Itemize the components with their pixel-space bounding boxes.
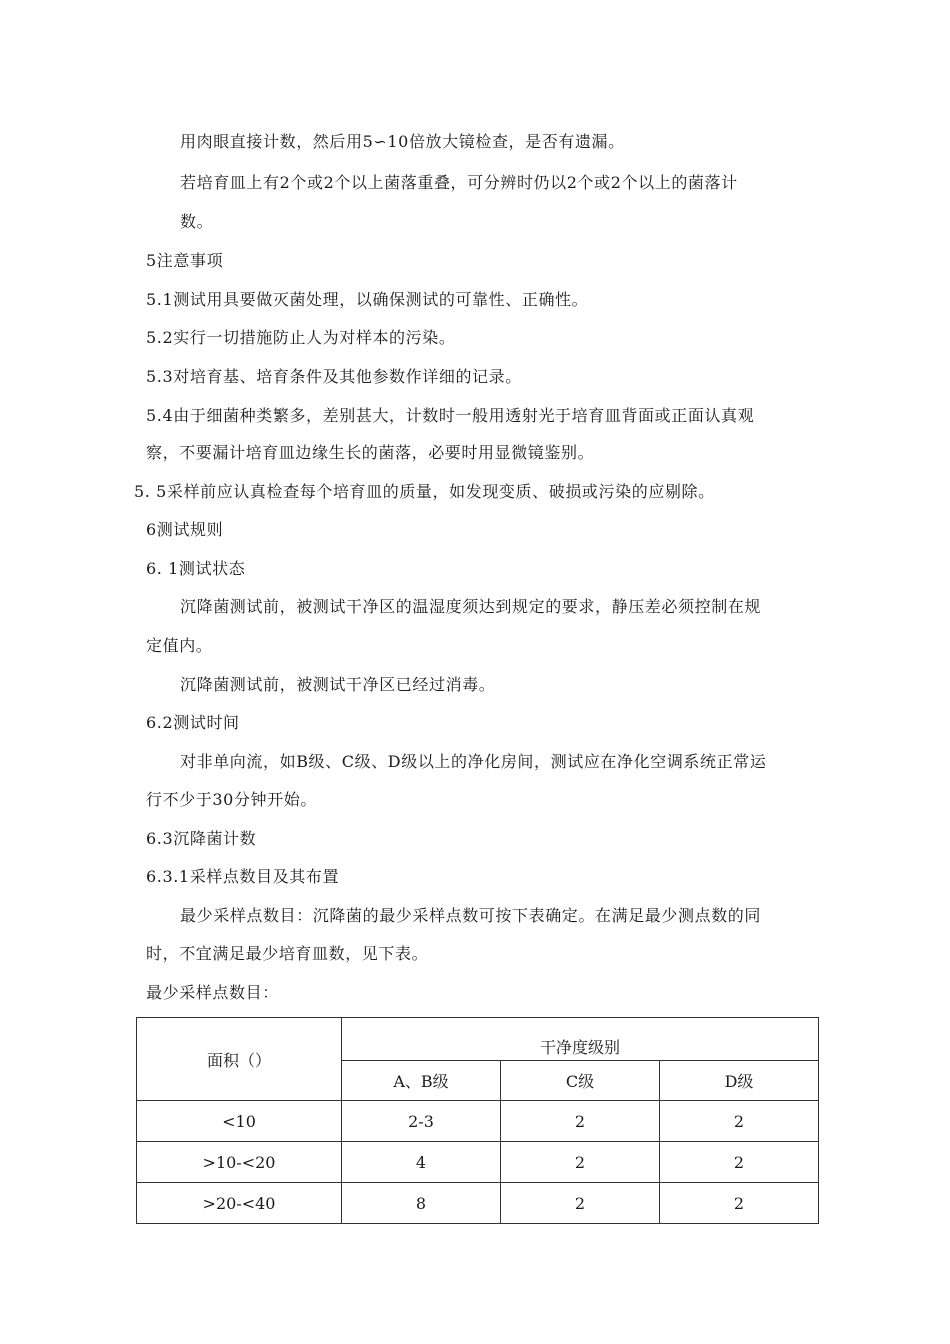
table-caption: 最少采样点数目： xyxy=(146,983,279,1002)
grade-cell: A、B级 xyxy=(342,1061,501,1101)
paragraph: 最少采样点数目：沉降菌的最少采样点数可按下表确定。在满足最少测点数的同 xyxy=(180,906,762,925)
paragraph: 对非单向流，如B级、C级、D级以上的净化房间，测试应在净化空调系统正常运 xyxy=(180,752,767,771)
grade-header-cell: 干净度级别 xyxy=(342,1018,819,1061)
paragraph: 5.3对培育基、培育条件及其他参数作详细的记录。 xyxy=(146,367,522,386)
table-cell: >20-<40 xyxy=(137,1183,342,1224)
table-cell: 4 xyxy=(342,1142,501,1183)
table-cell: 8 xyxy=(342,1183,501,1224)
paragraph: 5.1测试用具要做灭菌处理，以确保测试的可靠性、正确性。 xyxy=(146,290,589,309)
subsection-heading: 6.3.1采样点数目及其布置 xyxy=(146,867,340,886)
table-row xyxy=(137,1101,819,1142)
section-heading: 5注意事项 xyxy=(146,251,224,270)
grade-cell: D级 xyxy=(660,1061,819,1101)
paragraph: 时，不宜满足最少培育皿数，见下表。 xyxy=(146,944,429,963)
table-cell: 2 xyxy=(501,1101,660,1142)
paragraph: 沉降菌测试前，被测试干净区的温湿度须达到规定的要求，静压差必须控制在规 xyxy=(180,597,762,616)
table-cell: 2 xyxy=(660,1183,819,1224)
paragraph: 行不少于30分钟开始。 xyxy=(146,790,317,809)
table-cell: 2-3 xyxy=(342,1101,501,1142)
paragraph: 定值内。 xyxy=(146,636,213,655)
paragraph: 数。 xyxy=(180,212,214,231)
table-cell: 2 xyxy=(660,1142,819,1183)
table-row xyxy=(137,1142,819,1183)
paragraph: 5. 5采样前应认真检查每个培育皿的质量，如发现变质、破损或污染的应剔除。 xyxy=(134,482,715,501)
table-cell: 2 xyxy=(501,1183,660,1224)
table-cell: 2 xyxy=(501,1142,660,1183)
grade-cell: C级 xyxy=(501,1061,660,1101)
paragraph: 用肉眼直接计数，然后用5∽10倍放大镜检查，是否有遗漏。 xyxy=(180,132,625,151)
table-cell: 2 xyxy=(660,1101,819,1142)
table-cell: >10-<20 xyxy=(137,1142,342,1183)
subsection-heading: 6.3沉降菌计数 xyxy=(146,829,257,848)
paragraph: 5.4由于细菌种类繁多，差别甚大，计数时一般用透射光于培育皿背面或正面认真观 xyxy=(146,406,755,425)
section-heading: 6测试规则 xyxy=(146,520,224,539)
table-header-row xyxy=(137,1018,819,1061)
paragraph: 察，不要漏计培育皿边缘生长的菌落，必要时用显微镜鉴别。 xyxy=(146,443,595,462)
paragraph: 若培育皿上有2个或2个以上菌落重叠，可分辨时仍以2个或2个以上的菌落计 xyxy=(180,173,738,192)
table-row xyxy=(137,1183,819,1224)
sampling-points-table xyxy=(136,1017,819,1224)
paragraph: 5.2实行一切措施防止人为对样本的污染。 xyxy=(146,328,456,347)
paragraph: 沉降菌测试前，被测试干净区已经过消毒。 xyxy=(180,675,496,694)
area-header-cell: 面积（） xyxy=(137,1018,342,1101)
table-cell: <10 xyxy=(137,1101,342,1142)
subsection-heading: 6.2测试时间 xyxy=(146,713,240,732)
subsection-heading: 6. 1测试状态 xyxy=(146,559,246,578)
